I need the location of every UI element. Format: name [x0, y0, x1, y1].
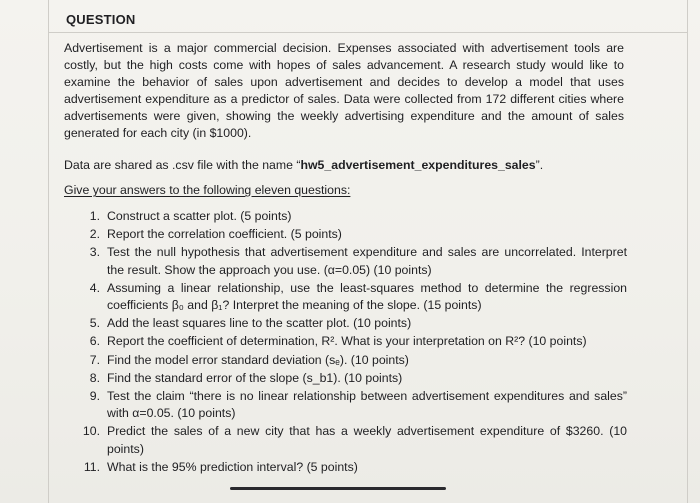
- question-number: 5.: [89, 316, 100, 331]
- question-item: [79, 280, 627, 314]
- home-indicator-bar: [230, 487, 446, 490]
- question-text: Find the model error standard deviation (sₑ). (10 points): [107, 352, 409, 367]
- question-text: Construct a scatter plot. (5 points): [107, 209, 292, 223]
- data-file-name: hw5_advertisement_expenditures_sales: [300, 158, 536, 172]
- question-text: What is the 95% prediction interval? (5 points): [107, 459, 358, 474]
- question-text: Test the null hypothesis that advertisement expenditure and sales are uncorrelated. Interpret the result. Show the approach you use. (α=0.05) (10 points): [107, 245, 627, 277]
- question-number: 1.: [89, 209, 100, 223]
- question-number: 9.: [89, 389, 100, 404]
- question-number: 3.: [89, 245, 100, 260]
- question-item: [79, 333, 627, 350]
- question-text: Add the least squares line to the scatter plot. (10 points): [107, 316, 412, 331]
- question-heading: QUESTION: [66, 12, 136, 27]
- question-item: [79, 315, 627, 332]
- question-item: [79, 244, 627, 278]
- heading-divider: [48, 32, 688, 33]
- question-number: 4.: [89, 280, 100, 295]
- question-item: [79, 208, 627, 225]
- data-file-note: [64, 157, 624, 174]
- question-text: Report the coefficient of determination, R². What is your interpretation on R²? (10 points): [107, 334, 587, 349]
- question-number: 8.: [89, 370, 100, 385]
- data-file-suffix: ”.: [535, 158, 544, 172]
- question-item: [79, 388, 627, 422]
- question-text: Assuming a linear relationship, use the least-squares method to determine the regression coefficients β₀ and β₁? Interpret the meaning of the slope. (15 points): [107, 280, 627, 313]
- question-item: [79, 370, 627, 387]
- question-number: 7.: [89, 352, 100, 367]
- question-number: 6.: [89, 334, 100, 349]
- question-item: [79, 459, 627, 476]
- question-number: 11.: [83, 459, 100, 474]
- problem-description: Advertisement is a major commercial decision. Expenses associated with advertisement tools are costly, but the high costs come with hopes of sales advancement. A research study would like to examine the behavior of sales upon advertisement and decides to develop a model that uses advertisement expenditure as a predictor of sales. Data were collected from 172 different cities where advertisements were given, showing the weekly advertising expenditure and the amount of sales generated for each city (in $1000).: [64, 41, 624, 140]
- question-list: [79, 208, 627, 477]
- question-item: [79, 423, 627, 457]
- question-text: Report the correlation coefficient. (5 points): [107, 227, 342, 242]
- question-item: [79, 352, 627, 369]
- question-number: 10.: [82, 424, 100, 439]
- instructions-heading: Give your answers to the following eleven questions:: [64, 183, 351, 197]
- question-number: 2.: [89, 227, 100, 242]
- question-text: Test the claim “there is no linear relationship between advertisement expenditures and sales” with α=0.05. (10 points): [107, 389, 627, 421]
- question-text: Predict the sales of a new city that has a weekly advertisement expenditure of $3260. (10 points): [107, 424, 627, 456]
- question-text: Find the standard error of the slope (s_b1). (10 points): [107, 370, 403, 385]
- question-item: [79, 226, 627, 243]
- data-file-prefix: Data are shared as .csv file with the name “: [64, 158, 301, 172]
